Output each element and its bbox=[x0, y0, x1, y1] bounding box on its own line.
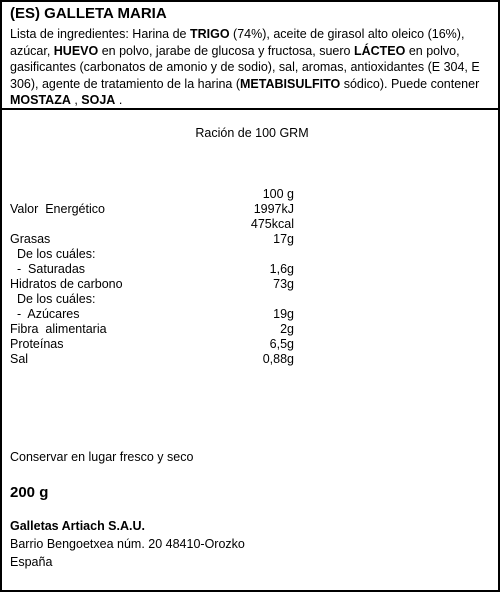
allergen-trigo: TRIGO bbox=[189, 27, 230, 41]
manufacturer-country: España bbox=[10, 555, 53, 569]
ingredients-text: . bbox=[115, 93, 123, 108]
nutrient-value-fiber: 2g bbox=[280, 322, 294, 336]
nutrient-value-energy-kj: 1997kJ bbox=[253, 202, 294, 216]
allergen-mostaza: MOSTAZA bbox=[10, 93, 71, 108]
ingredients-text: en polvo, gasificantes (carbonatos de amonio y de sodio), sal, aromas, antioxidantes (E 304, E 306), agente de tratamiento de la harina ( bbox=[10, 43, 480, 91]
nutrient-value-protein: 6,5g bbox=[269, 337, 294, 351]
net-weight: 200 g bbox=[10, 484, 49, 501]
nutrient-value-salt: 0,88g bbox=[262, 352, 294, 366]
nutrient-sublabel: De los cuáles: bbox=[10, 247, 96, 261]
nutrient-label-energy: Valor Energético bbox=[10, 202, 105, 216]
nutrient-label-saturated: - Saturadas bbox=[10, 262, 86, 276]
nutrient-label-salt: Sal bbox=[10, 352, 29, 366]
nutrient-label-fat: Grasas bbox=[10, 232, 51, 246]
manufacturer-address: Barrio Bengoetxea núm. 20 48410-Orozko bbox=[10, 537, 245, 551]
ingredients-text: sódico). Puede contener bbox=[340, 76, 480, 91]
allergen-soja: SOJA bbox=[81, 93, 116, 108]
storage-instructions: Conservar en lugar fresco y seco bbox=[10, 450, 194, 464]
nutrient-label-sugars: - Azúcares bbox=[10, 307, 80, 321]
ingredients-text: (74%), aceite de girasol alto oleico (16%), azúcar, bbox=[10, 27, 465, 58]
nutrient-label-protein: Proteínas bbox=[10, 337, 64, 351]
nutrient-value-carbohydrates: 73g bbox=[273, 277, 294, 291]
product-title: (ES) GALLETA MARIA bbox=[10, 5, 167, 22]
ingredients-text: en polvo, jarabe de glucosa y fructosa, suero bbox=[98, 43, 354, 58]
manufacturer-name: Galletas Artiach S.A.U. bbox=[10, 519, 145, 533]
ingredients-text: , bbox=[70, 93, 82, 108]
ingredients-text: Lista de ingredientes: Harina de bbox=[10, 27, 190, 41]
section-divider bbox=[2, 108, 498, 110]
nutrient-sublabel: De los cuáles: bbox=[10, 292, 96, 306]
nutrient-label-fiber: Fibra alimentaria bbox=[10, 322, 107, 336]
allergen-huevo: HUEVO bbox=[53, 43, 99, 58]
allergen-lacteo: LÁCTEO bbox=[353, 43, 406, 58]
nutrient-label-carbohydrates: Hidratos de carbono bbox=[10, 277, 123, 291]
portion-header: Ración de 100 GRM bbox=[195, 126, 309, 140]
ingredients-list bbox=[10, 26, 494, 109]
allergen-metabisulfito: METABISULFITO bbox=[240, 76, 341, 91]
nutrient-value-energy-kcal: 475kcal bbox=[250, 217, 294, 231]
nutrient-value-sugars: 19g bbox=[273, 307, 294, 321]
nutrient-value-fat: 17g bbox=[273, 232, 294, 246]
portion-amount: 100 g bbox=[262, 187, 294, 201]
nutrient-value-saturated: 1,6g bbox=[269, 262, 294, 276]
